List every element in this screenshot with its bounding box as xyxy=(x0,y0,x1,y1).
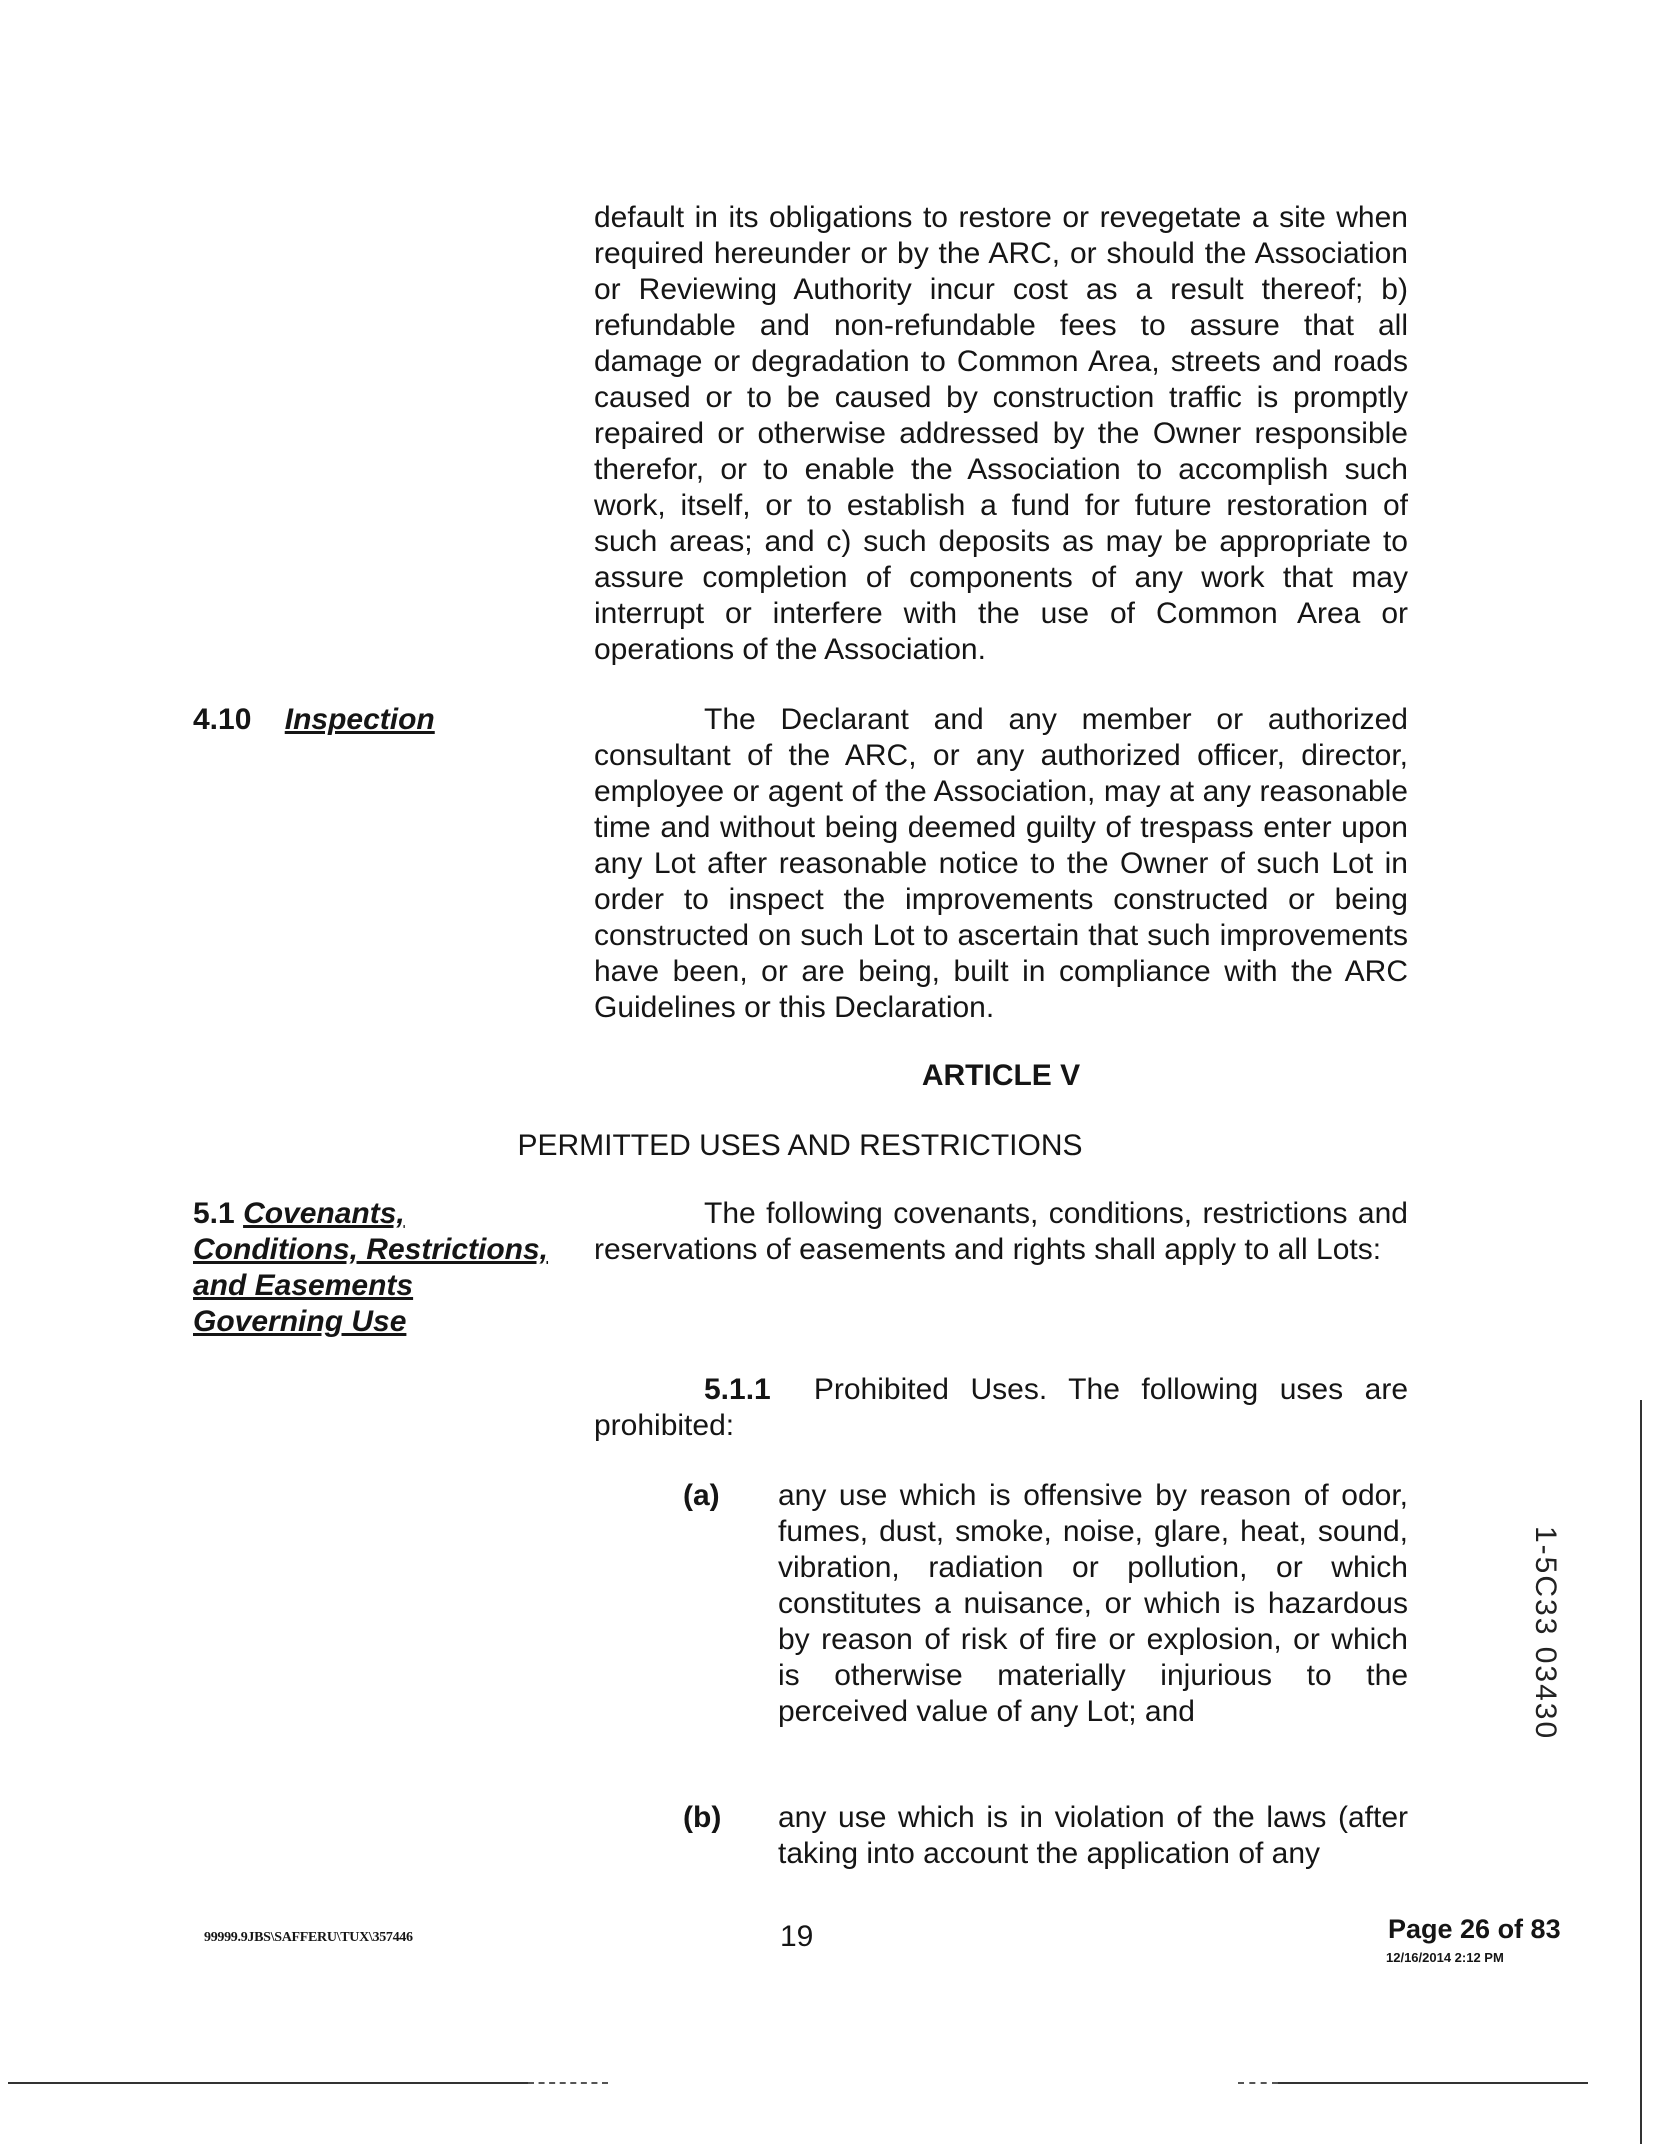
section-5-1-body xyxy=(594,1196,1408,1268)
section-5-1-1 xyxy=(594,1372,1408,1444)
footer-doc-ref: 99999.9JBS\SAFFERU\TUX\357446 xyxy=(204,1930,413,1945)
section-4-10-text: The Declarant and any member or authorized consultant of the ARC, or any authorized officer, director, employee or agent of the Association, may at any reasonable time and without being deemed guilty of trespass enter upon any Lot after reasonable notice to the Owner of such Lot in order to inspect the improvements constructed or being constructed on such Lot to ascertain that such improvements have been, or are being, built in compliance with the ARC Guidelines or this Declaration. xyxy=(594,703,1408,1024)
footer-page-of: Page 26 of 83 xyxy=(1388,1914,1561,1944)
section-title-line: Conditions, Restrictions, xyxy=(193,1233,549,1266)
article-label: ARTICLE V xyxy=(921,1059,1081,1092)
section-number: 5.1 xyxy=(193,1197,235,1230)
section-4-10-body xyxy=(594,702,1408,1026)
scan-rule-right-dash xyxy=(1238,2082,1278,2084)
section-title-line: and Easements xyxy=(193,1269,414,1302)
scan-rule-right xyxy=(1278,2082,1588,2084)
scan-rule-left-dash xyxy=(528,2082,608,2084)
scan-rule-left xyxy=(8,2082,528,2084)
bates-stamp: 1-5C33 03430 xyxy=(1529,1526,1562,1741)
section-5-1-heading xyxy=(193,1196,573,1340)
section-title-line: Covenants, xyxy=(243,1197,405,1230)
subsection-text: Prohibited Uses. The following uses are prohibited: xyxy=(594,1373,1408,1442)
article-title: PERMITTED USES AND RESTRICTIONS xyxy=(517,1129,1083,1162)
section-number: 4.10 xyxy=(193,703,252,736)
scan-edge-line xyxy=(1640,1400,1642,2144)
section-title: Inspection xyxy=(284,703,435,736)
section-5-1-text: The following covenants, conditions, restrictions and reservations of easements and rights shall apply to all Lots: xyxy=(594,1197,1408,1266)
footer-page-number: 19 xyxy=(780,1920,814,1953)
item-label: (a) xyxy=(683,1479,720,1512)
footer-timestamp: 12/16/2014 2:12 PM xyxy=(1386,1950,1504,1965)
subsection-number: 5.1.1 xyxy=(704,1373,771,1406)
item-text: any use which is offensive by reason of odor, fumes, dust, smoke, noise, glare, heat, sound, vibration, radiation or pollution, or which constitutes a nuisance, or which is hazardous by reason of risk of fire or explosion, or which is otherwise materially injurious to the perceived value of any Lot; and xyxy=(778,1479,1408,1728)
intro-paragraph: default in its obligations to restore or revegetate a site when required hereunder or by the ARC, or should the Association or Reviewing Authority incur cost as a result thereof; b) refundable and non-refundable fees to assure that all damage or degradation to Common Area, streets and roads caused or to be caused by construction traffic is promptly repaired or otherwise addressed by the Owner responsible therefor, or to enable the Association to accomplish such work, itself, or to establish a fund for future restoration of such areas; and c) such deposits as may be appropriate to assure completion of components of any work that may interrupt or interfere with the use of Common Area or operations of the Association. xyxy=(594,201,1408,666)
section-title-line: Governing Use xyxy=(193,1305,407,1338)
item-text: any use which is in violation of the laws (after taking into account the application of any xyxy=(778,1801,1408,1870)
item-label: (b) xyxy=(683,1801,722,1834)
section-4-10-heading xyxy=(193,702,435,738)
